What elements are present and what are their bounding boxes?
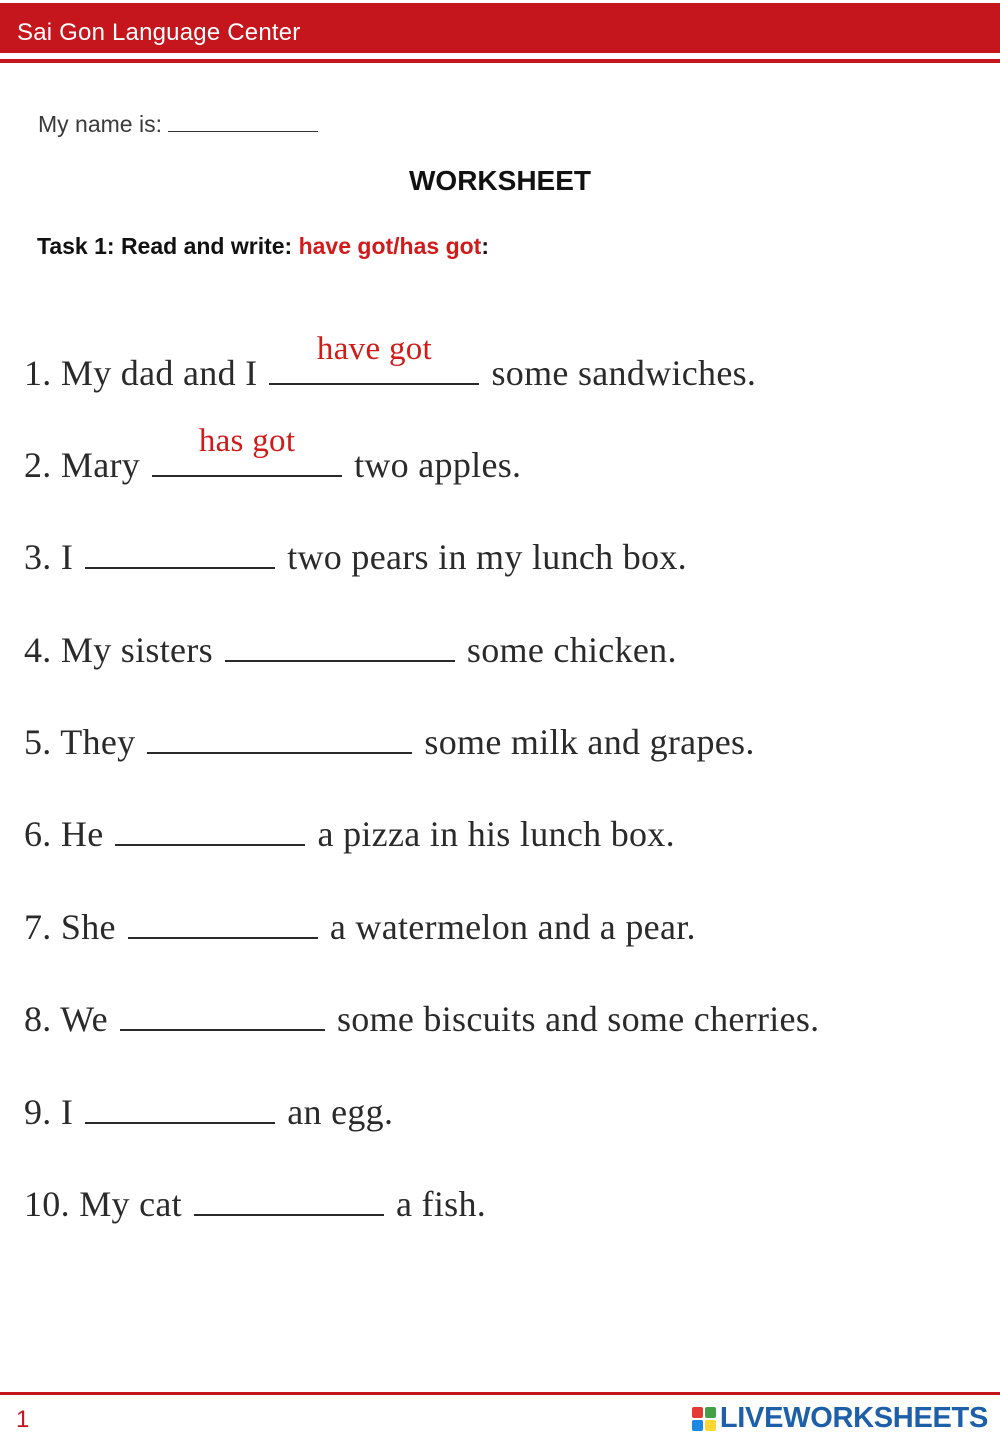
answer-blank[interactable] — [269, 331, 479, 385]
question-item — [24, 1091, 393, 1133]
question-text-after: an egg. — [287, 1092, 394, 1132]
answer-blank[interactable] — [194, 1184, 384, 1216]
answer-text: has got — [198, 423, 296, 459]
answer-blank[interactable] — [128, 907, 318, 939]
answer-blank[interactable] — [115, 814, 305, 846]
liveworksheets-brand: LIVEWORKSHEETS — [719, 1402, 988, 1434]
question-text-after: two pears in my lunch box. — [287, 537, 687, 577]
question-text-after: some sandwiches. — [491, 353, 757, 393]
question-text-before: 1. My dad and I — [24, 353, 258, 393]
question-text-before: 7. She — [24, 907, 116, 947]
question-text-before: 4. My sisters — [24, 630, 213, 670]
header-title: Sai Gon Language Center — [17, 19, 301, 46]
answer-blank[interactable] — [85, 1092, 275, 1124]
question-item — [24, 998, 819, 1040]
answer-blank[interactable] — [152, 423, 342, 477]
page-number: 1 — [16, 1406, 30, 1433]
question-text-after: two apples. — [354, 445, 522, 485]
question-item — [24, 721, 755, 763]
liveworksheets-logo — [692, 1402, 988, 1435]
question-text-before: 5. They — [24, 722, 136, 762]
question-text-after: some milk and grapes. — [424, 722, 755, 762]
liveworksheets-grid-icon — [692, 1407, 716, 1431]
question-text-after: some biscuits and some cherries. — [336, 999, 820, 1039]
answer-blank[interactable] — [225, 630, 455, 662]
answer-blank[interactable] — [147, 722, 412, 754]
task-highlight: have got/has got — [298, 233, 482, 259]
question-text-before: 10. My cat — [24, 1184, 182, 1224]
question-text-before: 9. I — [24, 1092, 74, 1132]
question-item — [24, 629, 677, 671]
answer-text: have got — [316, 331, 433, 367]
question-item — [24, 906, 696, 948]
question-text-before: 6. He — [24, 814, 104, 854]
task-prefix: Task 1: Read and write: — [37, 233, 299, 259]
answer-blank[interactable] — [120, 999, 325, 1031]
worksheet-title: WORKSHEET — [409, 165, 591, 196]
answer-blank[interactable] — [85, 537, 275, 569]
question-item — [24, 536, 687, 578]
question-text-after: a fish. — [395, 1184, 487, 1224]
question-text-before: 8. We — [24, 999, 108, 1039]
question-item — [24, 1183, 486, 1225]
footer-divider — [0, 1392, 1000, 1395]
question-text-after: a pizza in his lunch box. — [317, 814, 675, 854]
question-text-before: 3. I — [24, 537, 74, 577]
question-text-after: a watermelon and a pear. — [329, 907, 696, 947]
question-item — [24, 423, 522, 486]
question-item — [24, 813, 675, 855]
question-item — [24, 331, 757, 394]
name-label: My name is: — [38, 111, 162, 137]
task-suffix: : — [481, 233, 490, 259]
question-text-before: 2. Mary — [24, 445, 141, 485]
question-text-after: some chicken. — [466, 630, 677, 670]
